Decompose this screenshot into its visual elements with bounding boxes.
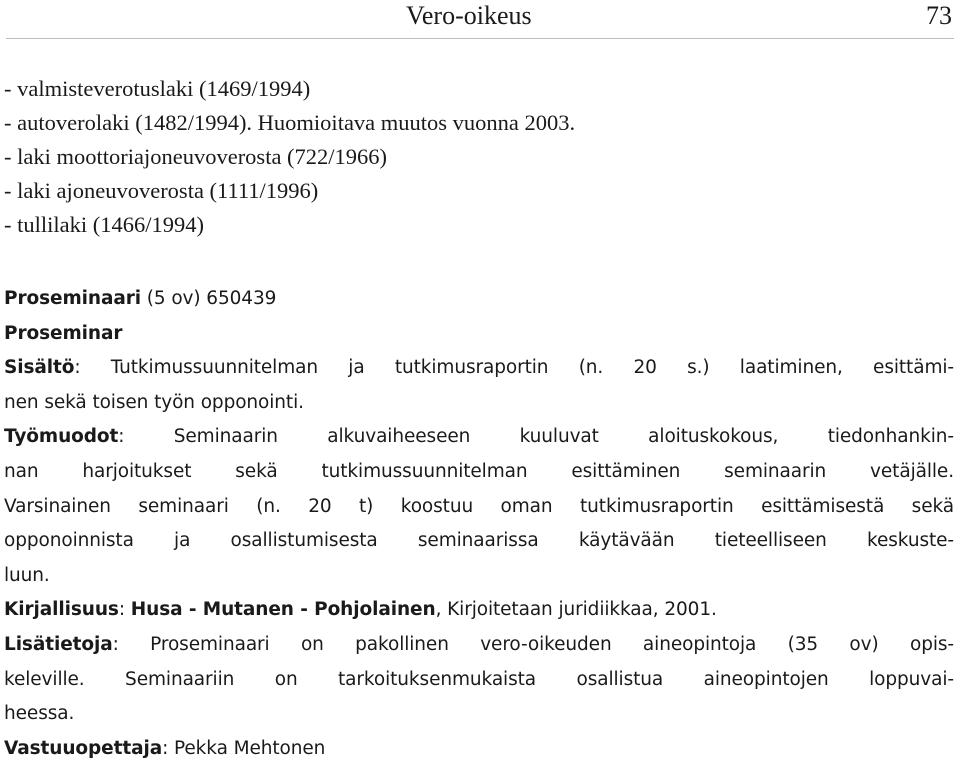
teacher-label: Vastuuopettaja xyxy=(4,737,163,759)
methods-line xyxy=(4,420,954,455)
info-text: : Proseminaari on pakollinen vero-oikeuden aineopintoja (35 ov) opis- xyxy=(112,633,954,655)
course-section xyxy=(4,282,954,766)
info-line: heessa. xyxy=(4,703,75,725)
page-number: 73 xyxy=(926,1,952,30)
teacher-name: : Pekka Mehtonen xyxy=(162,737,326,759)
methods-line: nan harjoitukset sekä tutkimussuunnitelman esittäminen seminaarin vetäjälle. xyxy=(4,460,954,482)
law-item: - tullilaki (1466/1994) xyxy=(4,212,204,237)
content-line: nen sekä toisen työn opponointi. xyxy=(4,391,304,413)
info-line xyxy=(4,628,954,663)
law-item: - laki moottoriajoneuvoverosta (722/1966) xyxy=(4,144,388,169)
literature-line xyxy=(4,593,954,628)
course-subtitle: Proseminar xyxy=(4,322,123,344)
methods-text: : Seminaarin alkuvaiheeseen kuuluvat aloituskokous, tiedonhankin- xyxy=(118,426,954,448)
content-label: Sisältö xyxy=(4,357,75,379)
methods-line: luun. xyxy=(4,564,50,586)
course-title-line xyxy=(4,282,954,317)
literature-title: , Kirjoitetaan juridiikkaa, 2001. xyxy=(435,599,717,621)
law-item: - valmisteverotuslaki (1469/1994) xyxy=(4,76,311,101)
info-label: Lisätietoja xyxy=(4,633,113,655)
course-credits-code: (5 ov) 650439 xyxy=(140,288,277,309)
info-line: keleville. Seminaariin on tarkoituksenmukaista osallistua aineopintojen loppuvai- xyxy=(4,668,954,690)
law-item: - laki ajoneuvoverosta (1111/1996) xyxy=(4,178,319,203)
running-header xyxy=(6,0,954,39)
content-line xyxy=(4,351,954,386)
law-list xyxy=(4,72,954,242)
course-title: Proseminaari xyxy=(4,288,141,309)
header-title: Vero-oikeus xyxy=(406,1,532,30)
literature-authors: Husa - Mutanen - Pohjolainen xyxy=(130,599,436,621)
methods-label: Työmuodot xyxy=(4,426,119,448)
law-item: - autoverolaki (1482/1994). Huomioitava muutos vuonna 2003. xyxy=(4,110,576,135)
methods-line: opponoinnista ja osallistumisesta seminaarissa käytävään tieteelliseen keskuste- xyxy=(4,530,954,552)
methods-line: Varsinainen seminaari (n. 20 t) koostuu oman tutkimusraportin esittämisestä sekä xyxy=(4,495,954,517)
teacher-line xyxy=(4,732,954,766)
literature-separator: : xyxy=(118,599,131,621)
literature-label: Kirjallisuus xyxy=(4,599,119,621)
content-text: : Tutkimussuunnitelman ja tutkimusraportin (n. 20 s.) laatiminen, esittämi- xyxy=(74,357,954,379)
